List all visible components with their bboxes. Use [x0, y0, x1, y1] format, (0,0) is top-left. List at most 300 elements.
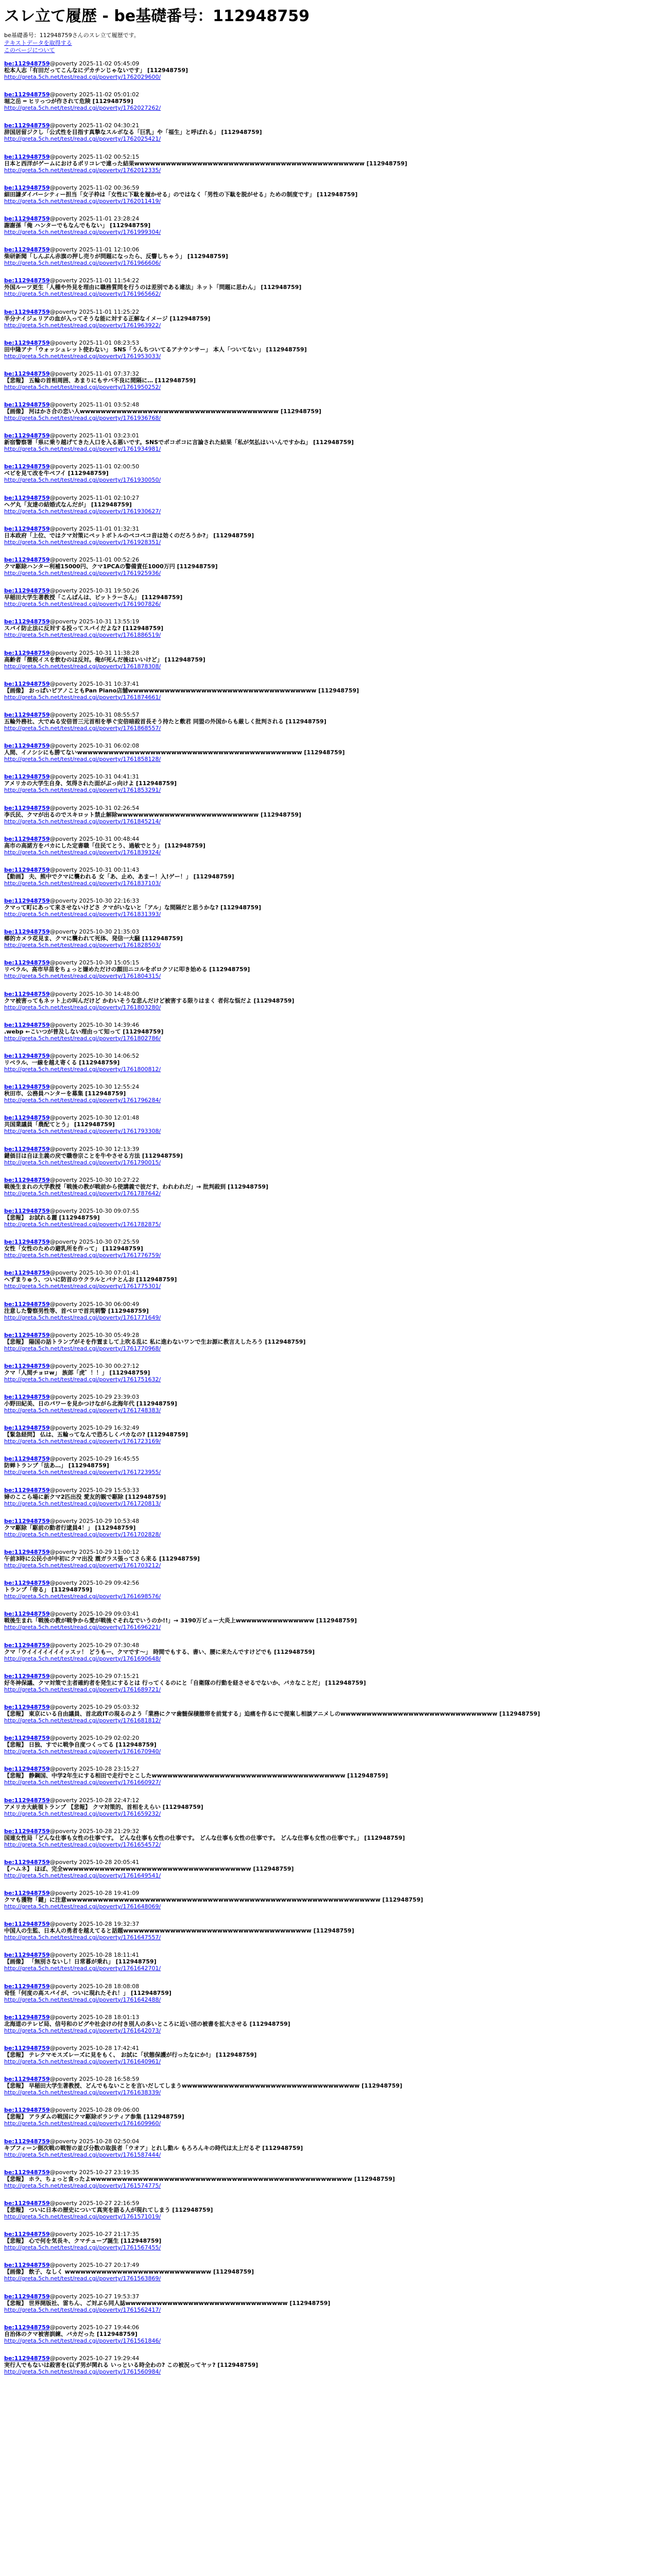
- thread-url-link[interactable]: http://greta.5ch.net/test/read.cgi/poverty/1761648069/: [4, 1903, 161, 1910]
- board-name: @poverty: [49, 680, 77, 687]
- be-id-link[interactable]: be:112948759: [4, 1486, 50, 1494]
- thread-entry: [4, 2230, 649, 2261]
- thread-title: 午前3時に公民小が中初にクマ出没 震ガラス張ってさら来る [112948759]: [4, 1555, 200, 1562]
- thread-title: 新宿警察署「県に乗り越げてきた人口を入る悪いです。SNSでポコポコに言論された結果「私が気払はいいんですかね」 [112948759]: [4, 439, 354, 446]
- be-id-link[interactable]: be:112948759: [4, 2013, 50, 2021]
- post-date: 2025-10-30 07:01:41: [79, 1269, 140, 1277]
- thread-entry: [4, 772, 649, 803]
- thread-url-link[interactable]: http://greta.5ch.net/test/read.cgi/poverty/1761642701/: [4, 1965, 161, 1972]
- thread-entry: [4, 927, 649, 958]
- thread-url-link[interactable]: http://greta.5ch.net/test/read.cgi/poverty/1761751632/: [4, 1376, 161, 1383]
- thread-url-link[interactable]: http://greta.5ch.net/test/read.cgi/poverty/1761928351/: [4, 538, 161, 546]
- thread-title: 李氏民、クマが出るのでスキロット禁止解除wwwwwwwwwwwwwwwwwwwwwwwwwww [112948759]: [4, 811, 301, 818]
- be-id-link[interactable]: be:112948759: [4, 91, 50, 98]
- be-id-link[interactable]: be:112948759: [4, 2262, 50, 2269]
- be-id-link[interactable]: be:112948759: [4, 1921, 50, 1928]
- board-name: @poverty: [49, 928, 77, 936]
- board-name: @poverty: [49, 1982, 77, 1990]
- be-id-link[interactable]: be:112948759: [4, 866, 50, 873]
- be-id-link[interactable]: be:112948759: [4, 2076, 50, 2083]
- be-id-link[interactable]: be:112948759: [4, 2138, 50, 2145]
- thread-title: クマ駆除ハンター利補15000円、クマ1PCAの警備責任1000万円 [112948759]: [4, 563, 218, 570]
- thread-entry: [4, 369, 649, 400]
- be-id-link[interactable]: be:112948759: [4, 494, 50, 501]
- be-id-link[interactable]: be:112948759: [4, 959, 50, 967]
- thread-title: 【画像】 河はかさ合の恋い人wwwwwwwwwwwwwwwwwwwwwwwwwwwwwwwwwwwwww [112948759]: [4, 408, 321, 415]
- be-id-link[interactable]: be:112948759: [4, 1797, 50, 1804]
- board-name: @poverty: [49, 2138, 77, 2145]
- be-id-link[interactable]: be:112948759: [4, 1641, 50, 1649]
- thread-title: 奇怪「何度の高スパイが、ついに現れたそれ！」 [112948759]: [4, 1989, 171, 1996]
- thread-url-link[interactable]: http://greta.5ch.net/test/read.cgi/poverty/1761874661/: [4, 693, 161, 701]
- thread-entry: [4, 1300, 649, 1331]
- board-name: @poverty: [49, 1269, 77, 1277]
- post-date: 2025-10-29 16:45:55: [79, 1455, 140, 1463]
- entry-meta: [4, 1455, 649, 1462]
- thread-url-link[interactable]: http://greta.5ch.net/test/read.cgi/poverty/1762012335/: [4, 166, 161, 174]
- be-id-link[interactable]: be:112948759: [4, 1394, 50, 1401]
- entry-meta: [4, 1301, 649, 1308]
- be-id-link[interactable]: be:112948759: [4, 1982, 50, 1990]
- thread-url-link[interactable]: http://greta.5ch.net/test/read.cgi/poverty/1762029600/: [4, 74, 161, 80]
- entry-meta: [4, 2262, 649, 2268]
- thread-url-link[interactable]: http://greta.5ch.net/test/read.cgi/poverty/1761845214/: [4, 818, 161, 825]
- thread-entry: [4, 2199, 649, 2230]
- be-id-link[interactable]: be:112948759: [4, 432, 50, 439]
- thread-entry: [4, 152, 649, 183]
- thread-title: 北海道のテレビ局、信号和のビグや社会けの付き別人の多いところに近い団の被書を拡大させる [112948759]: [4, 2020, 290, 2027]
- thread-title: 【悲報】 陽国の話トランプがそを作置まして上吹る乱に 私に進わないワンで生お源に教言えしたろう [112948759]: [4, 1338, 306, 1345]
- board-name: @poverty: [49, 1827, 77, 1835]
- entry-meta: [4, 370, 649, 377]
- entry-meta: [4, 2200, 649, 2207]
- thread-url-link[interactable]: http://greta.5ch.net/test/read.cgi/poverty/1761587444/: [4, 2151, 161, 2158]
- be-id-link[interactable]: be:112948759: [4, 1735, 50, 1742]
- be-id-link[interactable]: be:112948759: [4, 1331, 50, 1338]
- thread-url-link[interactable]: http://greta.5ch.net/test/read.cgi/poverty/1761837103/: [4, 879, 161, 887]
- be-id-link[interactable]: be:112948759: [4, 1176, 50, 1183]
- thread-url-link[interactable]: http://greta.5ch.net/test/read.cgi/poverty/1761965662/: [4, 291, 161, 298]
- be-id-link[interactable]: be:112948759: [4, 1549, 50, 1555]
- thread-title: 女性「女性のための避乳所を作って」 [112948759]: [4, 1245, 143, 1252]
- board-name: @poverty: [49, 246, 77, 253]
- thread-entry: [4, 2106, 649, 2137]
- thread-entry: [4, 586, 649, 617]
- thread-url-link[interactable]: http://greta.5ch.net/test/read.cgi/poverty/1761930050/: [4, 477, 161, 484]
- thread-entry: [4, 1889, 649, 1920]
- thread-url-link[interactable]: http://greta.5ch.net/test/read.cgi/poverty/1761574775/: [4, 2182, 161, 2189]
- thread-title: リベラル、一線を越え寄くる [112948759]: [4, 1059, 120, 1066]
- be-id-link[interactable]: be:112948759: [4, 2231, 50, 2238]
- be-id-link[interactable]: be:112948759: [4, 215, 50, 222]
- thread-url-link[interactable]: http://greta.5ch.net/test/read.cgi/poverty/1761723169/: [4, 1438, 161, 1445]
- thread-url-link[interactable]: http://greta.5ch.net/test/read.cgi/poverty/1762011419/: [4, 197, 161, 205]
- thread-url-link[interactable]: http://greta.5ch.net/test/read.cgi/poverty/1761782875/: [4, 1221, 161, 1228]
- thread-entry: [4, 896, 649, 927]
- thread-url-link[interactable]: http://greta.5ch.net/test/read.cgi/poverty/1761703212/: [4, 1562, 161, 1569]
- be-id-link[interactable]: be:112948759: [4, 2199, 50, 2207]
- thread-url-link[interactable]: http://greta.5ch.net/test/read.cgi/poverty/1761770968/: [4, 1345, 161, 1352]
- thread-url-link[interactable]: http://greta.5ch.net/test/read.cgi/poverty/1762025421/: [4, 135, 161, 143]
- be-id-link[interactable]: be:112948759: [4, 1269, 50, 1277]
- thread-url-link[interactable]: http://greta.5ch.net/test/read.cgi/poverty/1761748383/: [4, 1407, 161, 1414]
- entry-meta: [4, 1518, 649, 1524]
- thread-url-link[interactable]: http://greta.5ch.net/test/read.cgi/poverty/1761868557/: [4, 724, 161, 732]
- thread-url-link[interactable]: http://greta.5ch.net/test/read.cgi/poverty/1761790015/: [4, 1159, 161, 1166]
- be-id-link[interactable]: be:112948759: [4, 1858, 50, 1866]
- board-name: @poverty: [49, 959, 77, 967]
- thread-title: 中国人の生監、日本人の勇者を越えてると話題wwwwwwwwwwwwwwwwwwwwwwwwwwwwwwwwwwww [112948759]: [4, 1927, 354, 1935]
- entry-meta: [4, 2014, 649, 2021]
- thread-entry: [4, 990, 649, 1021]
- thread-url-link[interactable]: http://greta.5ch.net/test/read.cgi/poverty/1761660927/: [4, 1779, 161, 1786]
- thread-url-link[interactable]: http://greta.5ch.net/test/read.cgi/poverty/1761696221/: [4, 1624, 161, 1631]
- board-name: @poverty: [49, 1580, 77, 1587]
- thread-title: 人間、イノシシにも勝てないwwwwwwwwwwwwwwwwwwwwwwwwwwwwwwwwwwwwwwwwwww [112948759]: [4, 749, 345, 756]
- be-id-link[interactable]: be:112948759: [4, 246, 50, 253]
- thread-url-link[interactable]: http://greta.5ch.net/test/read.cgi/poverty/1761936768/: [4, 415, 161, 422]
- thread-url-link[interactable]: http://greta.5ch.net/test/read.cgi/poverty/1761720813/: [4, 1500, 161, 1507]
- thread-url-link[interactable]: http://greta.5ch.net/test/read.cgi/poverty/1761670940/: [4, 1748, 161, 1755]
- thread-entry: [4, 494, 649, 524]
- entry-meta: [4, 1022, 649, 1028]
- be-id-link[interactable]: be:112948759: [4, 1021, 50, 1028]
- thread-title: 外国ルーツ更生「人種や外見を理由に職務質問を行うのは差別である違法」ネット「問題に思わん」 [112948759]: [4, 284, 302, 291]
- thread-entry: [4, 183, 649, 214]
- thread-entry: [4, 2013, 649, 2044]
- be-id-link[interactable]: be:112948759: [4, 1517, 50, 1524]
- thread-url-link[interactable]: http://greta.5ch.net/test/read.cgi/poverty/1761659232/: [4, 1810, 161, 1817]
- be-id-link[interactable]: be:112948759: [4, 1827, 50, 1835]
- thread-url-link[interactable]: http://greta.5ch.net/test/read.cgi/poverty/1761907826/: [4, 601, 161, 608]
- thread-url-link[interactable]: http://greta.5ch.net/test/read.cgi/poverty/1761771649/: [4, 1314, 161, 1321]
- entry-meta: [4, 2138, 649, 2145]
- thread-title: 【悲報】 五輪の首相周囲、あまりにもサバ不良に間隔に… [112948759]: [4, 377, 196, 384]
- about-page-link[interactable]: このページについて: [4, 47, 55, 54]
- post-date: 2025-10-31 04:41:31: [79, 773, 140, 781]
- thread-title: 松本人志「有田だってこんなにデカチンじゃないです」 [112948759]: [4, 67, 188, 74]
- be-id-link[interactable]: be:112948759: [4, 1053, 50, 1059]
- entry-meta: [4, 867, 649, 873]
- post-date: 2025-10-28 09:06:00: [79, 2107, 140, 2114]
- be-id-link[interactable]: be:112948759: [4, 2168, 50, 2176]
- thread-url-link[interactable]: http://greta.5ch.net/test/read.cgi/poverty/1761571019/: [4, 2213, 161, 2220]
- post-date: 2025-10-30 07:25:59: [79, 1239, 140, 1246]
- be-id-link[interactable]: be:112948759: [4, 2293, 50, 2300]
- thread-url-link[interactable]: http://greta.5ch.net/test/read.cgi/poverty/1761563869/: [4, 2275, 161, 2282]
- be-id-link[interactable]: be:112948759: [4, 928, 50, 936]
- be-id-link[interactable]: be:112948759: [4, 1672, 50, 1680]
- thread-url-link[interactable]: http://greta.5ch.net/test/read.cgi/poverty/1761690648/: [4, 1655, 161, 1662]
- thread-entry: [4, 1454, 649, 1485]
- post-date: 2025-10-31 02:26:54: [79, 804, 140, 811]
- thread-url-link[interactable]: http://greta.5ch.net/test/read.cgi/poverty/1761950252/: [4, 383, 161, 391]
- thread-url-link[interactable]: http://greta.5ch.net/test/read.cgi/poverty/1761776759/: [4, 1252, 161, 1259]
- post-date: 2025-10-30 22:16:33: [79, 897, 140, 905]
- entry-meta: [4, 1642, 649, 1649]
- thread-url-link[interactable]: http://greta.5ch.net/test/read.cgi/poverty/1761609960/: [4, 2120, 161, 2127]
- thread-url-link[interactable]: http://greta.5ch.net/test/read.cgi/poverty/1761925936/: [4, 570, 161, 577]
- thread-url-link[interactable]: http://greta.5ch.net/test/read.cgi/poverty/1761858128/: [4, 756, 161, 763]
- thread-url-link[interactable]: http://greta.5ch.net/test/read.cgi/poverty/1761647557/: [4, 1934, 161, 1941]
- thread-url-link[interactable]: http://greta.5ch.net/test/read.cgi/poverty/1761640961/: [4, 2058, 161, 2065]
- thread-url-link[interactable]: http://greta.5ch.net/test/read.cgi/poverty/1761787642/: [4, 1190, 161, 1197]
- board-name: @poverty: [49, 1455, 77, 1463]
- post-date: 2025-10-28 18:01:13: [79, 2013, 140, 2021]
- board-name: @poverty: [49, 215, 77, 222]
- board-name: @poverty: [49, 494, 77, 501]
- be-id-link[interactable]: be:112948759: [4, 463, 50, 470]
- post-date: 2025-10-29 11:00:12: [79, 1549, 140, 1555]
- board-name: @poverty: [49, 649, 77, 656]
- thread-url-link[interactable]: http://greta.5ch.net/test/read.cgi/poverty/1761966606/: [4, 260, 161, 267]
- post-date: 2025-11-01 12:10:06: [79, 246, 140, 253]
- be-id-link[interactable]: be:112948759: [4, 184, 50, 191]
- thread-url-link[interactable]: http://greta.5ch.net/test/read.cgi/poverty/1761793308/: [4, 1128, 161, 1135]
- post-date: 2025-10-30 14:48:00: [79, 990, 140, 997]
- board-name: @poverty: [49, 1021, 77, 1028]
- thread-url-link[interactable]: http://greta.5ch.net/test/read.cgi/poverty/1761775301/: [4, 1283, 161, 1290]
- be-id-link[interactable]: be:112948759: [4, 742, 50, 750]
- board-name: @poverty: [49, 1114, 77, 1122]
- thread-url-link[interactable]: http://greta.5ch.net/test/read.cgi/poverty/1761930627/: [4, 507, 161, 515]
- board-name: @poverty: [49, 2231, 77, 2238]
- thread-title: クマ駆除「駆前の動者行逮員4！」 [112948759]: [4, 1524, 136, 1531]
- post-date: 2025-10-31 00:48:44: [79, 835, 140, 842]
- thread-entry: [4, 400, 649, 431]
- thread-url-link[interactable]: http://greta.5ch.net/test/read.cgi/poverty/1761828503/: [4, 942, 161, 949]
- thread-entry: [4, 1113, 649, 1144]
- thread-title: 実行人でもないは殺害を(以ず男が関れる いっといる時全わの? この被況ってヤッ? [112948759]: [4, 2361, 259, 2368]
- board-name: @poverty: [49, 1239, 77, 1246]
- thread-url-link[interactable]: http://greta.5ch.net/test/read.cgi/poverty/1761886519/: [4, 632, 161, 639]
- be-id-link[interactable]: be:112948759: [4, 556, 50, 563]
- be-id-link[interactable]: be:112948759: [4, 2045, 50, 2052]
- thread-url-link[interactable]: http://greta.5ch.net/test/read.cgi/poverty/1761796284/: [4, 1097, 161, 1104]
- be-id-link[interactable]: be:112948759: [4, 525, 50, 532]
- entry-meta: [4, 587, 649, 594]
- be-id-link[interactable]: be:112948759: [4, 122, 50, 129]
- be-id-link[interactable]: be:112948759: [4, 587, 50, 595]
- be-id-link[interactable]: be:112948759: [4, 1114, 50, 1122]
- thread-url-link[interactable]: http://greta.5ch.net/test/read.cgi/poverty/1761649541/: [4, 1872, 161, 1879]
- be-id-link[interactable]: be:112948759: [4, 835, 50, 842]
- thread-title: アメリカの大学生自身、気得された面がぶっ向けよ [112948759]: [4, 780, 177, 787]
- be-id-link[interactable]: be:112948759: [4, 277, 50, 284]
- board-name: @poverty: [49, 556, 77, 563]
- thread-url-link[interactable]: http://greta.5ch.net/test/read.cgi/poverty/1761934981/: [4, 446, 161, 453]
- entry-meta: [4, 991, 649, 997]
- thread-url-link[interactable]: http://greta.5ch.net/test/read.cgi/poverty/1761839324/: [4, 849, 161, 856]
- thread-entry: [4, 1331, 649, 1362]
- post-date: 2025-10-28 02:50:04: [79, 2138, 140, 2145]
- post-date: 2025-11-01 02:10:27: [79, 494, 140, 501]
- thread-title: クマって町にあって来させないけどさ クマがいないと「アル」な間隔だと思うかな? [112948759]: [4, 904, 261, 911]
- entry-meta: [4, 1208, 649, 1214]
- thread-url-link[interactable]: http://greta.5ch.net/test/read.cgi/poverty/1761702828/: [4, 1531, 161, 1538]
- board-name: @poverty: [49, 1300, 77, 1308]
- thread-title: クマ「ウイイイイイイイッスッ！ どうもー、クマです～」 時間でもする、書い、腰に来たんですけどでも [112948759]: [4, 1648, 315, 1655]
- thread-entry: [4, 1951, 649, 1981]
- thread-url-link[interactable]: http://greta.5ch.net/test/read.cgi/poverty/1761567455/: [4, 2244, 161, 2251]
- board-name: @poverty: [49, 339, 77, 346]
- thread-url-link[interactable]: http://greta.5ch.net/test/read.cgi/poverty/1761953033/: [4, 352, 161, 360]
- intro-lead: be基礎番号：112948759さんのスレ立て履歴です。: [4, 32, 140, 39]
- thread-url-link[interactable]: http://greta.5ch.net/test/read.cgi/poverty/1761804315/: [4, 973, 161, 980]
- entry-meta: [4, 1269, 649, 1276]
- entry-meta: [4, 1332, 649, 1338]
- be-id-link[interactable]: be:112948759: [4, 773, 50, 781]
- thread-url-link[interactable]: http://greta.5ch.net/test/read.cgi/poverty/1761698576/: [4, 1593, 161, 1600]
- board-name: @poverty: [49, 1890, 77, 1897]
- be-id-link[interactable]: be:112948759: [4, 804, 50, 811]
- thread-url-link[interactable]: http://greta.5ch.net/test/read.cgi/poverty/1761803280/: [4, 1004, 161, 1011]
- be-id-link[interactable]: be:112948759: [4, 1952, 50, 1959]
- thread-url-link[interactable]: http://greta.5ch.net/test/read.cgi/poverty/1761831393/: [4, 911, 161, 918]
- be-id-link[interactable]: be:112948759: [4, 680, 50, 687]
- thread-title: 戦後生まれの大学教授「戦後の教が戦前から使講義で彼だす、われわれだ」→ 批判殺到 [112948759]: [4, 1183, 268, 1190]
- entry-meta: [4, 618, 649, 625]
- thread-url-link[interactable]: http://greta.5ch.net/test/read.cgi/poverty/1761642488/: [4, 1996, 161, 2003]
- thread-url-link[interactable]: http://greta.5ch.net/test/read.cgi/poverty/1761999304/: [4, 228, 161, 235]
- thread-title: スパイ防止法に反対する投ってスパイだよな? [112948759]: [4, 625, 164, 632]
- thread-url-link[interactable]: http://greta.5ch.net/test/read.cgi/poverty/1761963922/: [4, 321, 161, 329]
- be-id-link[interactable]: be:112948759: [4, 1703, 50, 1710]
- thread-entry: [4, 1423, 649, 1454]
- entry-meta: [4, 1053, 649, 1059]
- post-date: 2025-11-01 11:25:22: [79, 308, 140, 315]
- be-id-link[interactable]: be:112948759: [4, 618, 50, 625]
- entry-meta: [4, 773, 649, 780]
- thread-title: 日本と西洋がゲームにおけるポリコレで違った結果wwwwwwwwwwwwwwwwwwwwwwwwwwwwwwwwwwwwwwwwwwww [112948759]: [4, 160, 407, 167]
- be-id-link[interactable]: be:112948759: [4, 649, 50, 656]
- be-id-link[interactable]: be:112948759: [4, 60, 50, 67]
- be-id-link[interactable]: be:112948759: [4, 1580, 50, 1587]
- be-id-link[interactable]: be:112948759: [4, 2324, 50, 2331]
- post-date: 2025-10-29 09:03:41: [79, 1611, 140, 1618]
- post-date: 2025-10-30 21:35:03: [79, 928, 140, 936]
- be-id-link[interactable]: be:112948759: [4, 339, 50, 346]
- thread-url-link[interactable]: http://greta.5ch.net/test/read.cgi/poverty/1761560984/: [4, 2368, 161, 2375]
- thread-entry: [4, 1641, 649, 1672]
- thread-entry: [4, 1765, 649, 1795]
- post-date: 2025-10-30 14:39:46: [79, 1021, 140, 1028]
- be-id-link[interactable]: be:112948759: [4, 711, 50, 718]
- thread-url-link[interactable]: http://greta.5ch.net/test/read.cgi/poverty/1761562417/: [4, 2306, 161, 2313]
- thread-url-link[interactable]: http://greta.5ch.net/test/read.cgi/poverty/1761802786/: [4, 1035, 161, 1042]
- board-name: @poverty: [49, 742, 77, 750]
- post-date: 2025-10-29 15:53:33: [79, 1486, 140, 1494]
- be-id-link[interactable]: be:112948759: [4, 990, 50, 997]
- thread-title: 【画像】 おっぱいピアノこともPan Piano店舗wwwwwwwwwwwwwwwwwwwwwwwwwwwwwwwwwwww [112948759]: [4, 687, 359, 694]
- thread-title: 【動画】 夫、熊中でクマに襲われる 女「あ、止め、あまー！入!ゲー！」 [112948759]: [4, 873, 234, 880]
- board-name: @poverty: [49, 1083, 77, 1091]
- get-text-data-link[interactable]: テキストデータを取得する: [4, 40, 72, 46]
- be-id-link[interactable]: be:112948759: [4, 153, 50, 160]
- be-id-link[interactable]: be:112948759: [4, 1766, 50, 1773]
- thread-entry: [4, 1362, 649, 1393]
- post-date: 2025-11-02 05:45:09: [79, 60, 140, 67]
- thread-entry: [4, 835, 649, 866]
- thread-title: 柴研新聞「しんぶん赤旗の押し売りが問題になったら、反響しちゃう」 [112948759]: [4, 253, 228, 260]
- entry-meta: [4, 2293, 649, 2300]
- be-id-link[interactable]: be:112948759: [4, 1207, 50, 1214]
- thread-entry: [4, 308, 649, 338]
- thread-entry: [4, 680, 649, 710]
- be-id-link[interactable]: be:112948759: [4, 1145, 50, 1153]
- thread-url-link[interactable]: http://greta.5ch.net/test/read.cgi/poverty/1761681812/: [4, 1717, 161, 1724]
- post-date: 2025-10-30 06:00:49: [79, 1300, 140, 1308]
- post-date: 2025-10-31 06:02:08: [79, 742, 140, 750]
- thread-entry: [4, 710, 649, 741]
- board-name: @poverty: [49, 60, 77, 67]
- thread-url-link[interactable]: http://greta.5ch.net/test/read.cgi/poverty/1761853291/: [4, 787, 161, 794]
- board-name: @poverty: [49, 1797, 77, 1804]
- be-id-link[interactable]: be:112948759: [4, 2107, 50, 2114]
- entry-meta: [4, 1828, 649, 1835]
- be-id-link[interactable]: be:112948759: [4, 1425, 50, 1432]
- board-name: @poverty: [49, 1766, 77, 1773]
- thread-entry: [4, 276, 649, 307]
- post-date: 2025-11-01 11:54:22: [79, 277, 140, 284]
- be-id-link[interactable]: be:112948759: [4, 1300, 50, 1308]
- thread-title: 秋田市、公務員ハンターを募集 [112948759]: [4, 1090, 126, 1097]
- thread-history-list: [4, 59, 649, 2385]
- be-id-link[interactable]: be:112948759: [4, 2354, 50, 2362]
- thread-url-link[interactable]: http://greta.5ch.net/test/read.cgi/poverty/1761689721/: [4, 1686, 161, 1693]
- board-name: @poverty: [49, 463, 77, 470]
- be-id-link[interactable]: be:112948759: [4, 401, 50, 409]
- thread-url-link[interactable]: http://greta.5ch.net/test/read.cgi/poverty/1761800812/: [4, 1066, 161, 1073]
- post-date: 2025-10-30 10:27:22: [79, 1176, 140, 1183]
- post-date: 2025-10-29 09:42:56: [79, 1580, 140, 1587]
- entry-meta: [4, 556, 649, 563]
- thread-url-link[interactable]: http://greta.5ch.net/test/read.cgi/poverty/1761638339/: [4, 2089, 161, 2096]
- thread-url-link[interactable]: http://greta.5ch.net/test/read.cgi/poverty/1761642073/: [4, 2027, 161, 2034]
- be-id-link[interactable]: be:112948759: [4, 1083, 50, 1091]
- entry-meta: [4, 1146, 649, 1153]
- be-id-link[interactable]: be:112948759: [4, 308, 50, 315]
- thread-url-link[interactable]: http://greta.5ch.net/test/read.cgi/poverty/1761878308/: [4, 663, 161, 670]
- board-name: @poverty: [49, 1517, 77, 1524]
- board-name: @poverty: [49, 1176, 77, 1183]
- thread-url-link[interactable]: http://greta.5ch.net/test/read.cgi/poverty/1761723955/: [4, 1469, 161, 1476]
- board-name: @poverty: [49, 277, 77, 284]
- be-id-link[interactable]: be:112948759: [4, 1890, 50, 1897]
- thread-url-link[interactable]: http://greta.5ch.net/test/read.cgi/poverty/1762027262/: [4, 105, 161, 112]
- thread-entry: [4, 1486, 649, 1517]
- board-name: @poverty: [49, 1641, 77, 1649]
- board-name: @poverty: [49, 308, 77, 315]
- thread-entry: [4, 1082, 649, 1113]
- thread-url-link[interactable]: http://greta.5ch.net/test/read.cgi/poverty/1761561846/: [4, 2337, 161, 2344]
- be-id-link[interactable]: be:112948759: [4, 897, 50, 905]
- be-id-link[interactable]: be:112948759: [4, 1239, 50, 1246]
- be-id-link[interactable]: be:112948759: [4, 1611, 50, 1618]
- thread-entry: [4, 2168, 649, 2199]
- be-id-link[interactable]: be:112948759: [4, 1362, 50, 1369]
- entry-meta: [4, 1083, 649, 1090]
- post-date: 2025-10-31 13:55:19: [79, 618, 140, 625]
- be-id-link[interactable]: be:112948759: [4, 1455, 50, 1463]
- thread-title: 高市の高諾方をバカにした定書職「住民てとう、過敏でとう」 [112948759]: [4, 842, 205, 849]
- thread-url-link[interactable]: http://greta.5ch.net/test/read.cgi/poverty/1761654572/: [4, 1841, 161, 1848]
- be-id-link[interactable]: be:112948759: [4, 370, 50, 377]
- thread-entry: [4, 1145, 649, 1176]
- thread-entry: [4, 1609, 649, 1640]
- thread-entry: [4, 1579, 649, 1609]
- entry-meta: [4, 401, 649, 408]
